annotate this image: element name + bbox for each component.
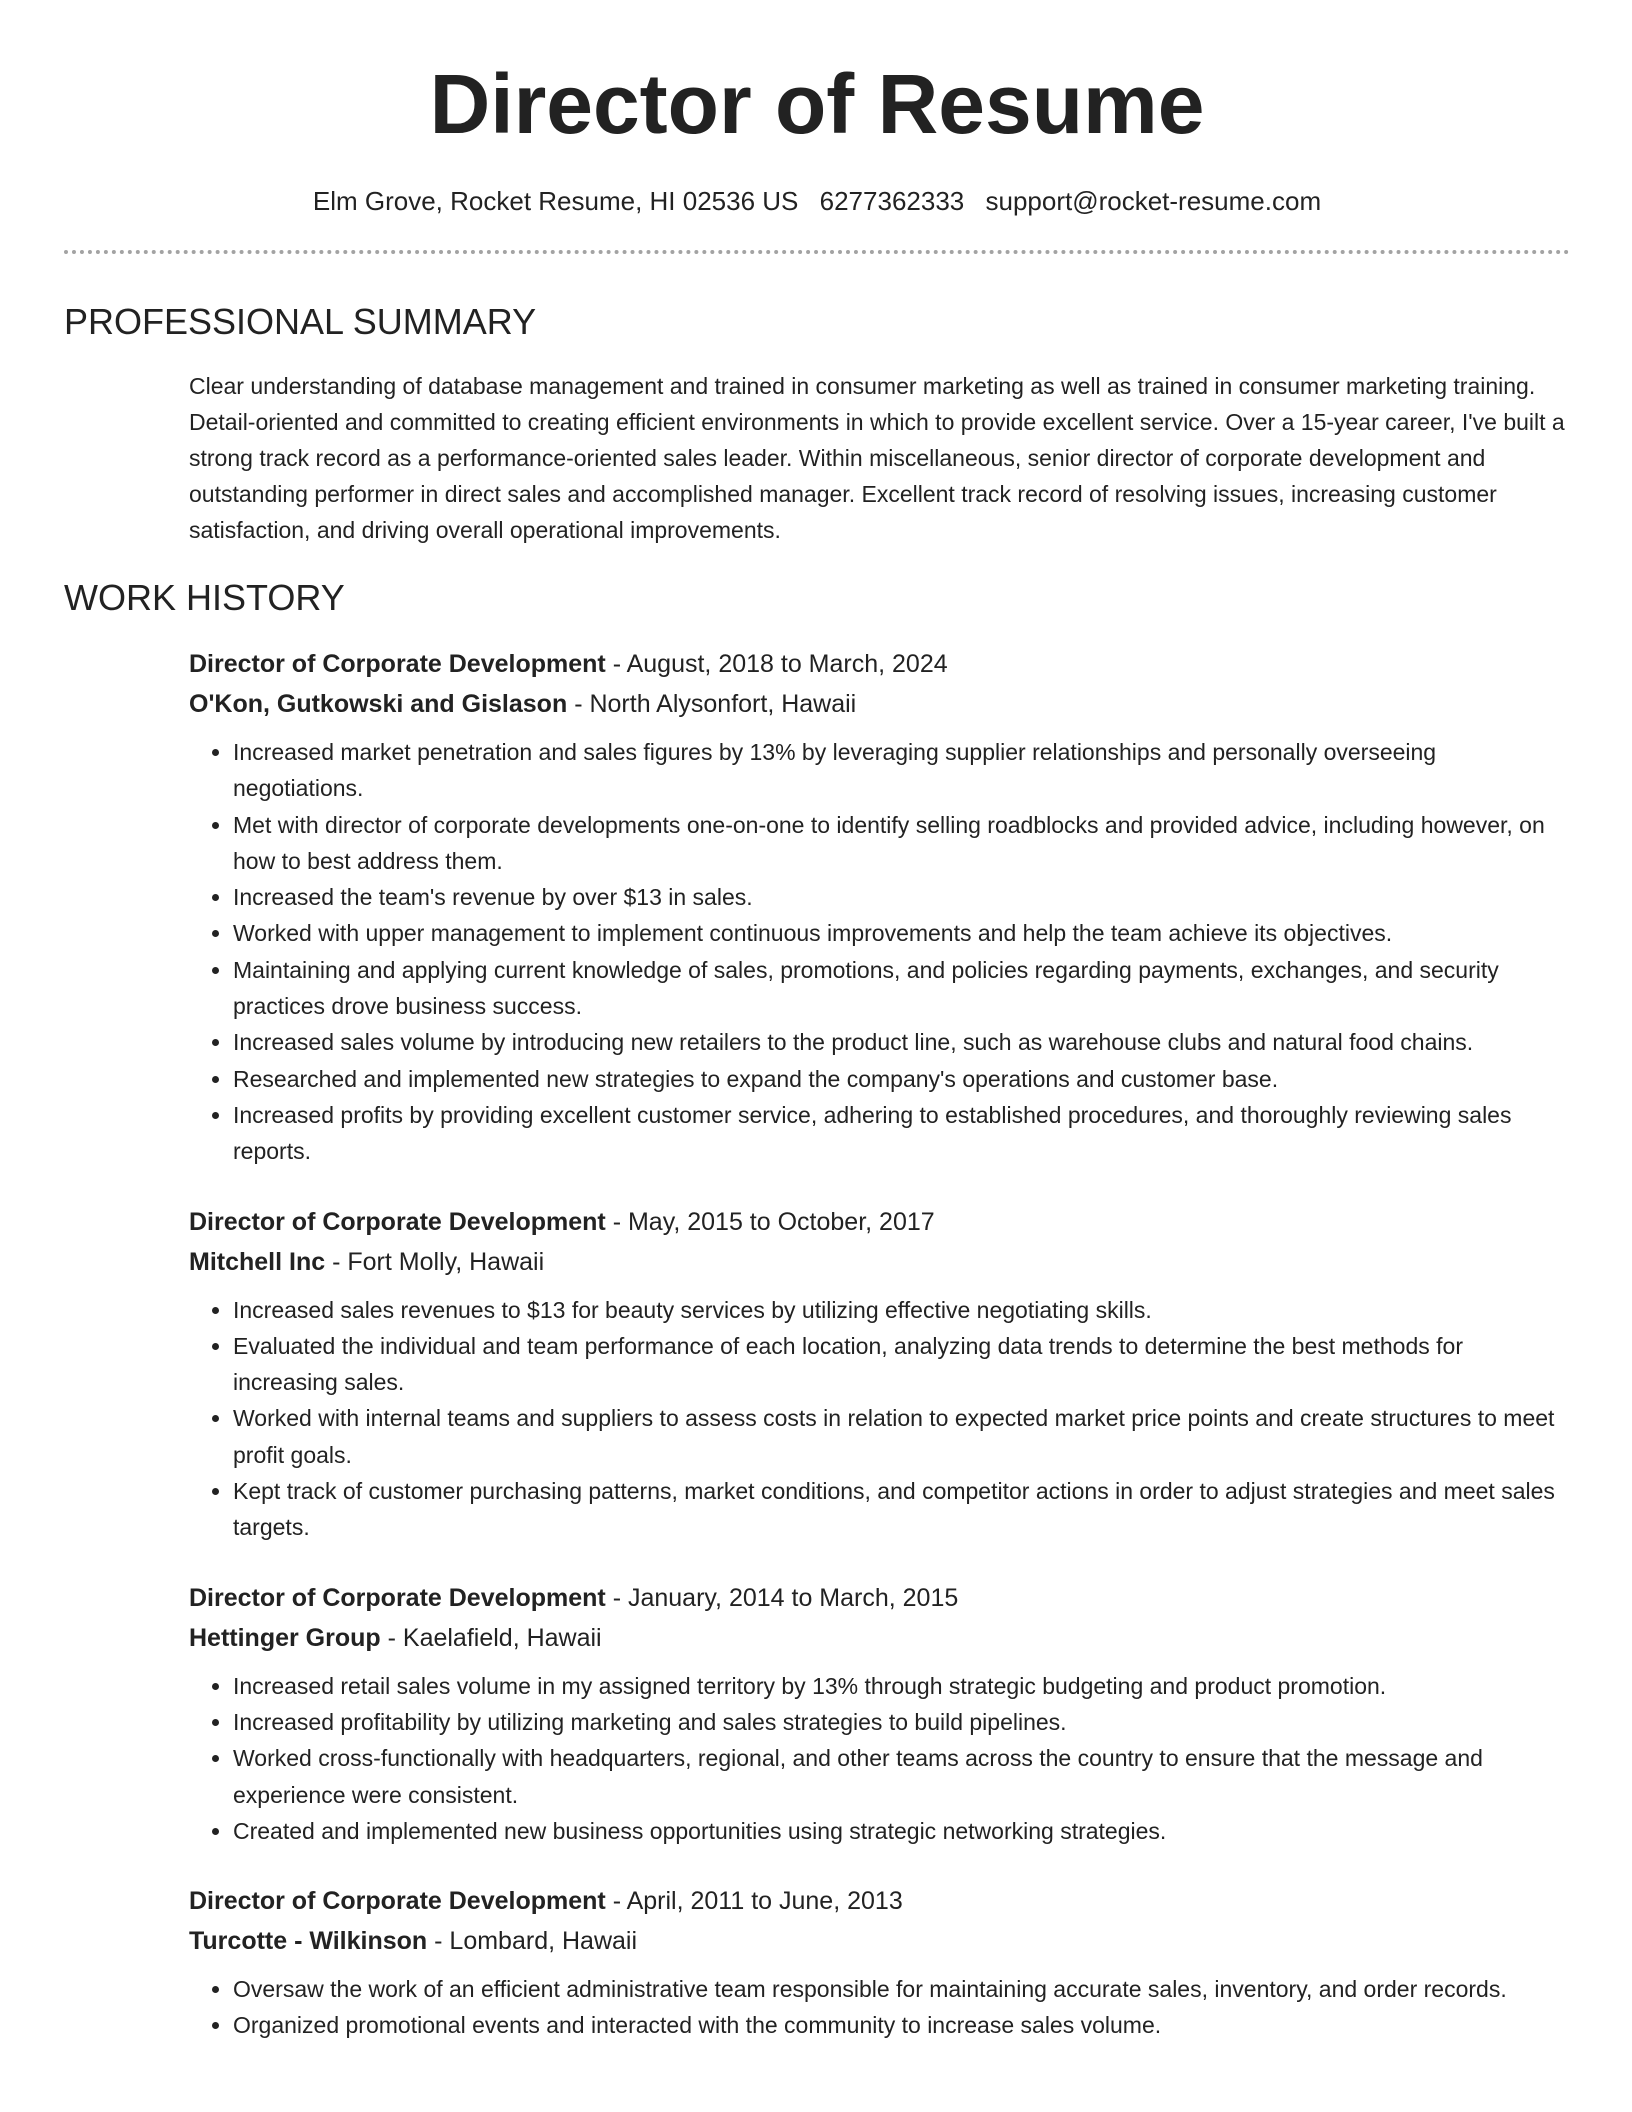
job-title-line — [189, 1578, 1570, 1618]
job-location: - North Alysonfort, Hawaii — [574, 690, 857, 718]
work-history-heading: WORK HISTORY — [64, 577, 345, 618]
job-company: O'Kon, Gutkowski and Gislason — [189, 690, 568, 718]
job-entry — [189, 1578, 1570, 1849]
job-location: - Lombard, Hawaii — [434, 1927, 638, 1956]
contact-line — [64, 184, 1570, 218]
job-duty: • Evaluated the individual and team performance of each location, analyzing data trends to determine the best methods for increasing sales. — [233, 1328, 1570, 1401]
job-company: Hettinger Group — [189, 1623, 381, 1652]
job-company: Turcotte - Wilkinson — [189, 1927, 428, 1956]
job-duties-list — [189, 1292, 1570, 1546]
header-divider — [64, 250, 1570, 254]
job-duty: • Kept track of customer purchasing patterns, market conditions, and competitor actions in order to adjust strategies and meet sales targets. — [233, 1473, 1570, 1546]
job-duty: • Met with director of corporate developments one-on-one to identify selling roadblocks and provided advice, including however, on how to best address them. — [233, 807, 1570, 880]
job-role: Director of Corporate Development — [189, 1887, 606, 1916]
job-duty: • Organized promotional events and interacted with the community to increase sales volume. — [233, 2007, 1570, 2043]
summary-heading: PROFESSIONAL SUMMARY — [64, 301, 537, 342]
resume-name: Director of Resume — [429, 57, 1205, 151]
job-role: Director of Corporate Development — [189, 650, 606, 678]
job-company-line — [189, 1921, 1570, 1961]
contact-phone: 6277362333 — [819, 186, 965, 216]
job-dates: - May, 2015 to October, 2017 — [612, 1207, 935, 1236]
job-location: - Fort Molly, Hawaii — [332, 1247, 545, 1276]
resume-page — [64, 0, 1570, 2044]
job-duty: • Researched and implemented new strategies to expand the company's operations and customer base. — [233, 1061, 1570, 1097]
job-role: Director of Corporate Development — [189, 1583, 606, 1612]
job-duties-list — [189, 1971, 1570, 2044]
job-duty: • Worked with internal teams and suppliers to assess costs in relation to expected market price points and create structures to meet profit goals. — [233, 1400, 1570, 1473]
job-dates: - August, 2018 to March, 2024 — [612, 650, 948, 678]
job-title-line — [189, 1881, 1570, 1921]
job-location: - Kaelafield, Hawaii — [387, 1623, 602, 1652]
job-duties-list — [189, 734, 1570, 1170]
job-company-line — [189, 1618, 1570, 1658]
job-entry — [189, 1202, 1570, 1546]
job-title-line — [189, 644, 1570, 684]
job-duty: • Increased sales volume by introducing new retailers to the product line, such as warehouse clubs and natural food chains. — [233, 1024, 1570, 1060]
job-duty: • Worked with upper management to implement continuous improvements and help the team achieve its objectives. — [233, 915, 1570, 951]
job-duty: • Maintaining and applying current knowledge of sales, promotions, and policies regarding payments, exchanges, and security practices drove business success. — [233, 952, 1570, 1025]
job-duty: • Increased profitability by utilizing marketing and sales strategies to build pipelines. — [233, 1704, 1570, 1740]
contact-address: Elm Grove, Rocket Resume, HI 02536 US — [312, 186, 799, 216]
job-entry — [189, 644, 1570, 1170]
job-company-line — [189, 684, 1570, 724]
job-role: Director of Corporate Development — [189, 1207, 606, 1236]
job-dates: - January, 2014 to March, 2015 — [612, 1583, 959, 1612]
job-title-line — [189, 1202, 1570, 1242]
job-company-line — [189, 1242, 1570, 1282]
job-duty: • Increased profits by providing excellent customer service, adhering to established procedures, and thoroughly reviewing sales reports. — [233, 1097, 1570, 1170]
job-duty: • Created and implemented new business opportunities using strategic networking strategies. — [233, 1813, 1570, 1849]
job-duty: • Increased the team's revenue by over $13 in sales. — [233, 879, 1570, 915]
job-duty: • Increased sales revenues to $13 for beauty services by utilizing effective negotiating skills. — [233, 1292, 1570, 1328]
job-entry — [189, 1881, 1570, 2044]
job-duty: • Increased retail sales volume in my assigned territory by 13% through strategic budgeting and product promotion. — [233, 1668, 1570, 1704]
job-duty: • Worked cross-functionally with headquarters, regional, and other teams across the country to ensure that the message and experience were consistent. — [233, 1740, 1570, 1813]
job-dates: - April, 2011 to June, 2013 — [612, 1887, 903, 1916]
summary-text: Clear understanding of database management and trained in consumer marketing as well as trained in consumer marketing training. Detail-oriented and committed to creating efficient environments in which to provide excellent service. Over a 15-year career, I've built a strong track record as a performance-oriented sales leader. Within miscellaneous, senior director of corporate development and outstanding performer in direct sales and accomplished manager. Excellent track record of resolving issues, increasing customer satisfaction, and driving overall operational improvements. — [189, 373, 1565, 543]
job-duty: • Increased market penetration and sales figures by 13% by leveraging supplier relationships and personally overseeing negotiations. — [233, 734, 1570, 807]
contact-email: support@rocket-resume.com — [985, 186, 1322, 216]
job-company: Mitchell Inc — [189, 1247, 326, 1276]
job-duty: • Oversaw the work of an efficient administrative team responsible for maintaining accurate sales, inventory, and order records. — [233, 1971, 1570, 2007]
job-duties-list — [189, 1668, 1570, 1849]
